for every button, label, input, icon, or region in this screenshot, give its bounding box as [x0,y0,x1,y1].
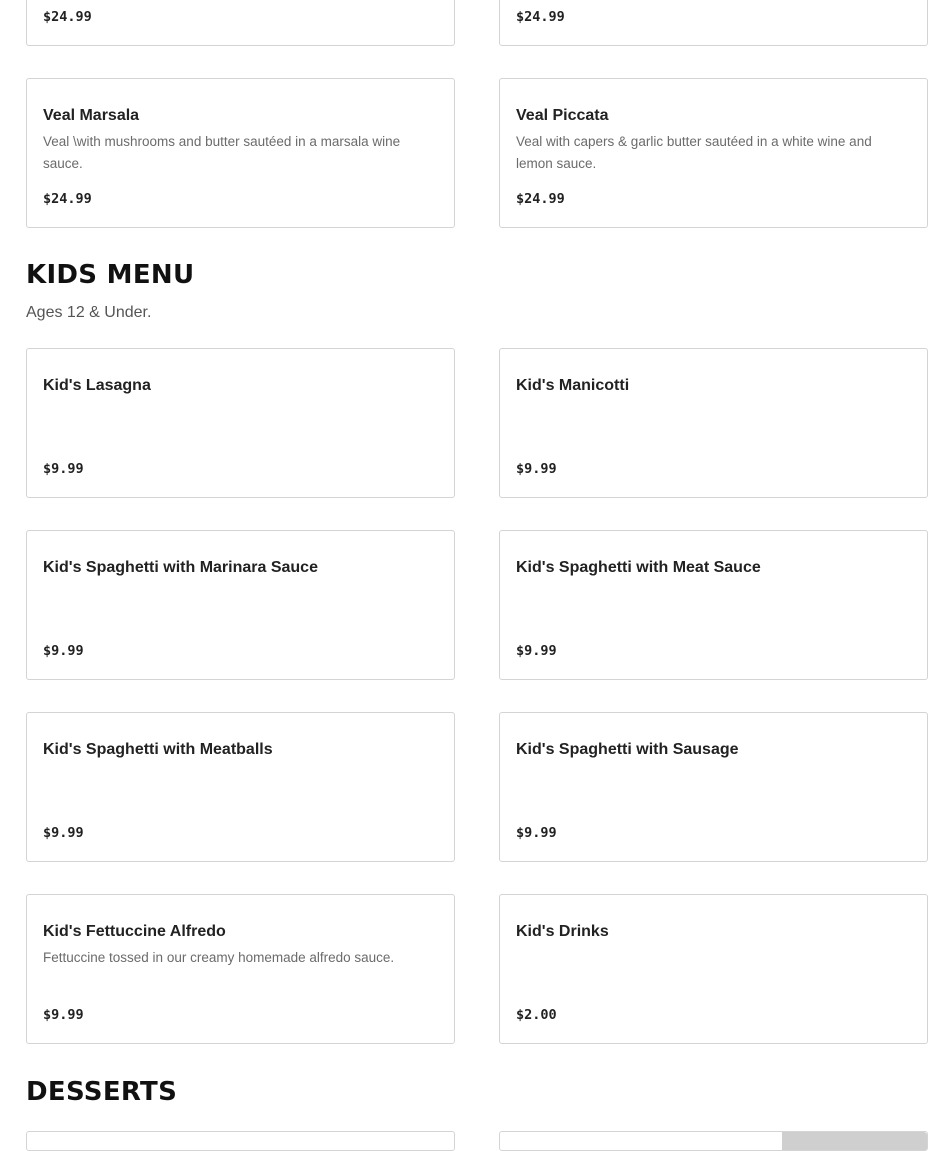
menu-item-card[interactable] [499,894,928,1044]
item-price: $9.99 [43,1007,84,1023]
item-price: $24.99 [516,9,565,25]
menu-item-card[interactable] [499,1131,928,1151]
item-name: Kid's Spaghetti with Meat Sauce [516,559,761,576]
item-description: Veal \with mushrooms and butter sautéed in a marsala wine sauce. [43,134,401,172]
menu-item-card[interactable] [26,0,455,46]
item-price: $24.99 [43,9,92,25]
item-name: Kid's Fettuccine Alfredo [43,923,226,940]
item-price: $9.99 [43,461,84,477]
item-name: Kid's Manicotti [516,377,630,394]
item-price: $9.99 [43,825,84,841]
menu-item-card[interactable] [26,894,455,1044]
item-price: $9.99 [43,643,84,659]
item-price: $9.99 [516,643,557,659]
item-name: Kid's Spaghetti with Marinara Sauce [43,559,318,576]
menu-item-card[interactable] [26,712,455,862]
section-title: DESSERTS [26,1077,178,1107]
menu-item-card[interactable] [26,1131,455,1151]
menu-item-card[interactable] [499,0,928,46]
desserts-grid [26,1131,928,1151]
item-name: Kid's Spaghetti with Sausage [516,741,739,758]
desserts-section [26,1079,928,1151]
item-price: $9.99 [516,461,557,477]
menu-item-card[interactable] [499,78,928,228]
entrees-grid [26,0,928,228]
menu-page [26,0,928,1151]
kids-menu-section [26,262,928,1044]
item-name: Kid's Spaghetti with Meatballs [43,741,273,758]
section-subtitle: Ages 12 & Under. [26,304,152,321]
item-name: Kid's Drinks [516,923,609,940]
item-price: $2.00 [516,1007,557,1023]
menu-item-card[interactable] [26,530,455,680]
item-description: Veal with capers & garlic butter sautéed in a white wine and lemon sauce. [516,134,872,172]
item-name: Veal Piccata [516,107,609,124]
item-price: $9.99 [516,825,557,841]
item-image [782,1132,927,1151]
menu-item-card[interactable] [499,712,928,862]
menu-item-card[interactable] [499,348,928,498]
menu-item-card[interactable] [26,78,455,228]
item-name: Kid's Lasagna [43,377,151,394]
item-description: Fettuccine tossed in our creamy homemade alfredo sauce. [43,950,395,966]
menu-item-card[interactable] [499,530,928,680]
item-price: $24.99 [516,191,565,207]
menu-item-card[interactable] [26,348,455,498]
section-title: KIDS MENU [26,260,195,290]
kids-menu-grid [26,348,928,1044]
item-price: $24.99 [43,191,92,207]
item-name: Veal Marsala [43,107,140,124]
